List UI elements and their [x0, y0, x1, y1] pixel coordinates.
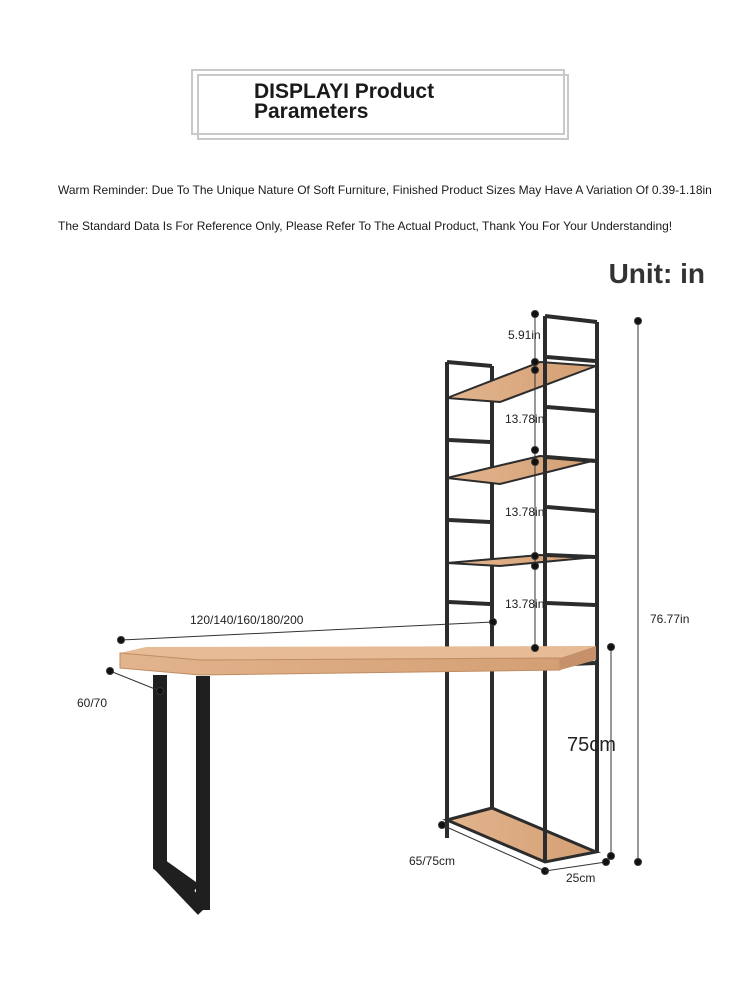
warm-reminder-note: Warm Reminder: Due To The Unique Nature Of Soft Furniture, Finished Product Sizes May Have A Variation Of 0.39-1.18in	[58, 183, 712, 197]
dim-shelf-gap-2: 13.78in	[505, 505, 545, 519]
shelf-board-bottom	[447, 808, 596, 862]
dim-desk-height: 75cm	[567, 734, 616, 756]
dim-shelf-gap-1: 13.78in	[505, 412, 545, 426]
shelf-back-ladder	[447, 362, 492, 838]
unit-label: Unit: in	[608, 258, 705, 289]
dim-total-height: 76.77in	[650, 612, 690, 626]
dim-shelf-width: 25cm	[566, 871, 596, 885]
dim-top-gap: 5.91in	[508, 328, 541, 342]
desk-leg-inner-shade	[170, 684, 193, 860]
shelf-board-top	[447, 362, 596, 402]
dim-desk-width: 60/70	[77, 696, 108, 710]
shelf-front-ladder	[545, 316, 597, 862]
dim-shelf-depth: 65/75cm	[409, 854, 456, 868]
dim-shelf-gap-3: 13.78in	[505, 597, 545, 611]
shelf-boards	[447, 362, 596, 862]
page-title: DISPLAYI Product Parameters	[254, 80, 435, 123]
desk-top	[120, 646, 596, 675]
reference-note: The Standard Data Is For Reference Only, Please Refer To The Actual Product, Thank You For Your Understanding!	[58, 219, 673, 233]
dim-desk-length: 120/140/160/180/200	[190, 613, 304, 627]
